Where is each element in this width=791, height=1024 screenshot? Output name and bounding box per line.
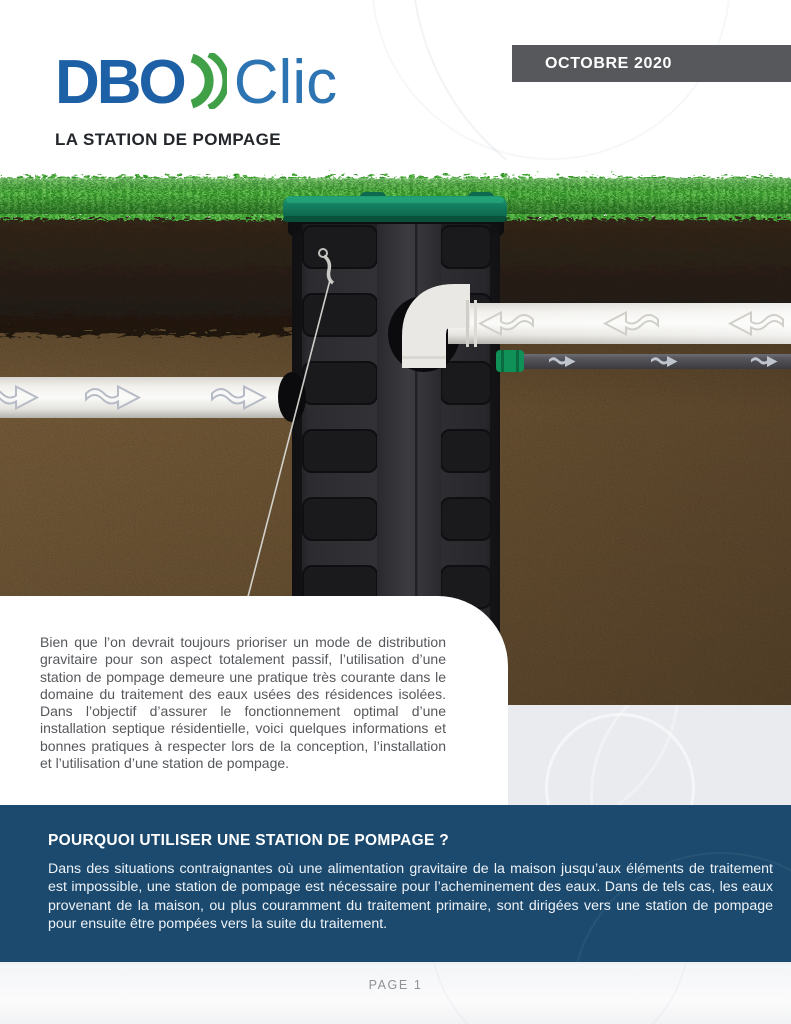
green-lid [283, 192, 507, 222]
inlet-grommet [278, 372, 306, 422]
issue-date-banner: OCTOBRE 2020 [512, 45, 791, 82]
inlet-pipe [0, 377, 296, 418]
logo-wordmark-bold: DBO [55, 48, 184, 117]
section-heading: POURQUOI UTILISER UNE STATION DE POMPAGE ? [48, 832, 449, 849]
swirl-ring [430, 962, 690, 1024]
article-title: LA STATION DE POMPAGE [55, 130, 281, 149]
logo-signal-arcs-icon [187, 53, 227, 114]
intro-card [0, 596, 508, 805]
sky [0, 160, 791, 176]
dbo-clic-logo [55, 48, 338, 117]
why-use-pump-station-section [0, 805, 791, 962]
intro-paragraph: Bien que l’on devrait toujours prioriser un mode de distribution gravitaire pour son aspect totalement passif, l’utilisation d’une station de pompage demeure une pratique très courante dans le domaine du traitement des eaux usées des résidences isolées. Dans l’objectif d’assurer le fonctionnement optimal d’une installation septique résidentielle, voici quelques informations et bonnes pratiques à respecter lors de la conception, l’installation et l’utilisation d’une station de pompage. [40, 634, 446, 772]
page-footer [0, 962, 791, 1024]
page-number: PAGE 1 [368, 978, 423, 992]
section-body: Dans des situations contraignantes où une alimentation gravitaire de la maison jusqu’aux éléments de traitement est impossible, une station de pompage est nécessaire pour l’acheminement des eaux. Dans de tels cas, les eaux provenant de la maison, ou plus couramment du traitement primaire, sont dirigées vers une station de pompage pour ensuite être pompées vers la suite du traitement. [48, 861, 773, 933]
logo-wordmark-light: Clic [233, 48, 338, 117]
